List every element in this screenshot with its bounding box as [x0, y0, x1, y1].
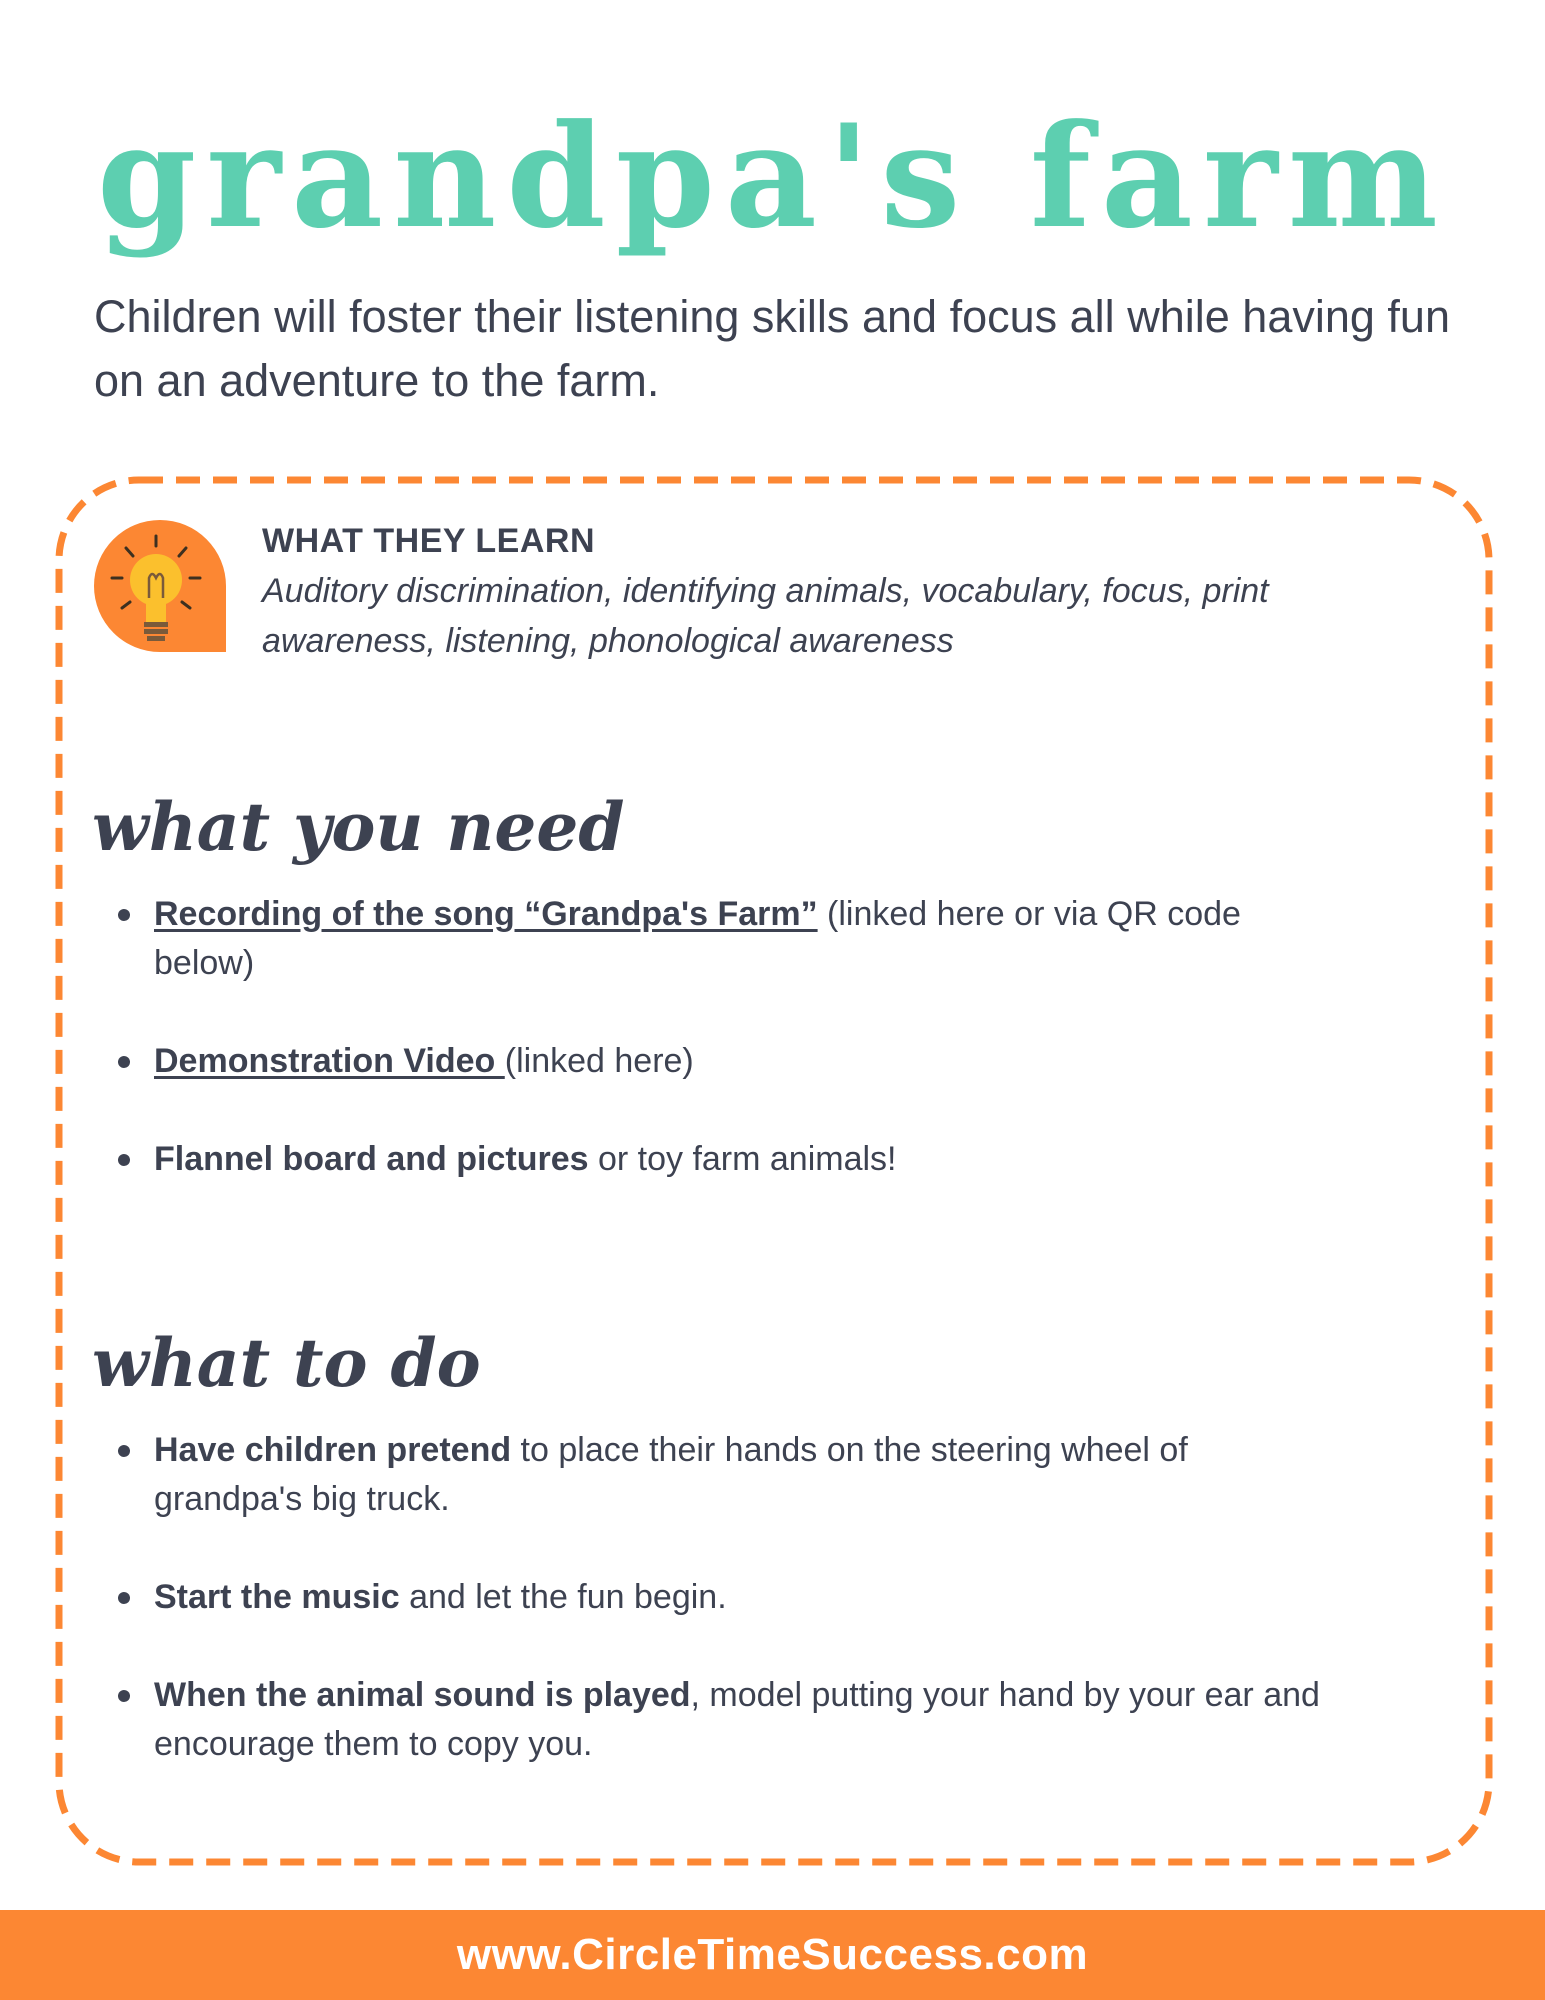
need-list — [92, 890, 1342, 1184]
bullet-icon — [118, 1445, 130, 1457]
item-text: or toy farm animals! — [588, 1140, 897, 1178]
todo-list — [92, 1426, 1342, 1769]
item-bold: Start the music — [154, 1578, 400, 1616]
todo-heading: what to do — [92, 1324, 481, 1402]
song-recording-link[interactable]: Recording of the song “Grandpa's Farm” — [154, 895, 818, 933]
list-item — [92, 1573, 1342, 1622]
item-text: and let the fun begin. — [399, 1578, 727, 1616]
item-bold: Flannel board and pictures — [154, 1140, 589, 1178]
item-text: , model putting your hand by your ear and encourage them to copy you. — [154, 1676, 1320, 1763]
bullet-icon — [118, 909, 130, 921]
learn-heading: WHAT THEY LEARN — [262, 522, 596, 560]
list-item — [92, 1037, 1342, 1086]
need-heading: what you need — [92, 788, 625, 866]
bullet-icon — [118, 1154, 130, 1166]
footer-url[interactable]: www.CircleTimeSuccess.com — [456, 1930, 1089, 1979]
demo-video-link[interactable]: Demonstration Video — [154, 1042, 505, 1080]
item-text: (linked here or via QR code below) — [154, 895, 1241, 982]
bullet-icon — [118, 1592, 130, 1604]
item-text: (linked here) — [504, 1042, 694, 1080]
item-bold: When the animal sound is played — [154, 1676, 691, 1714]
list-item — [92, 1135, 1342, 1184]
bullet-icon — [118, 1690, 130, 1702]
list-item — [92, 890, 1342, 988]
item-text: to place their hands on the steering wheel of grandpa's big truck. — [154, 1431, 1188, 1518]
item-bold: Have children pretend — [154, 1431, 512, 1469]
lightbulb-icon — [92, 518, 228, 654]
intro-paragraph: Children will foster their listening skills and focus all while having fun on an adventure to the farm. — [94, 291, 1450, 406]
learn-text: Auditory discrimination, identifying animals, vocabulary, focus, print awareness, listening, phonological awareness — [262, 572, 1269, 660]
list-item — [92, 1671, 1342, 1769]
page-title: grandpa's farm — [97, 94, 1448, 260]
bullet-icon — [118, 1056, 130, 1068]
list-item — [92, 1426, 1342, 1524]
footer-bar — [0, 1910, 1545, 2000]
